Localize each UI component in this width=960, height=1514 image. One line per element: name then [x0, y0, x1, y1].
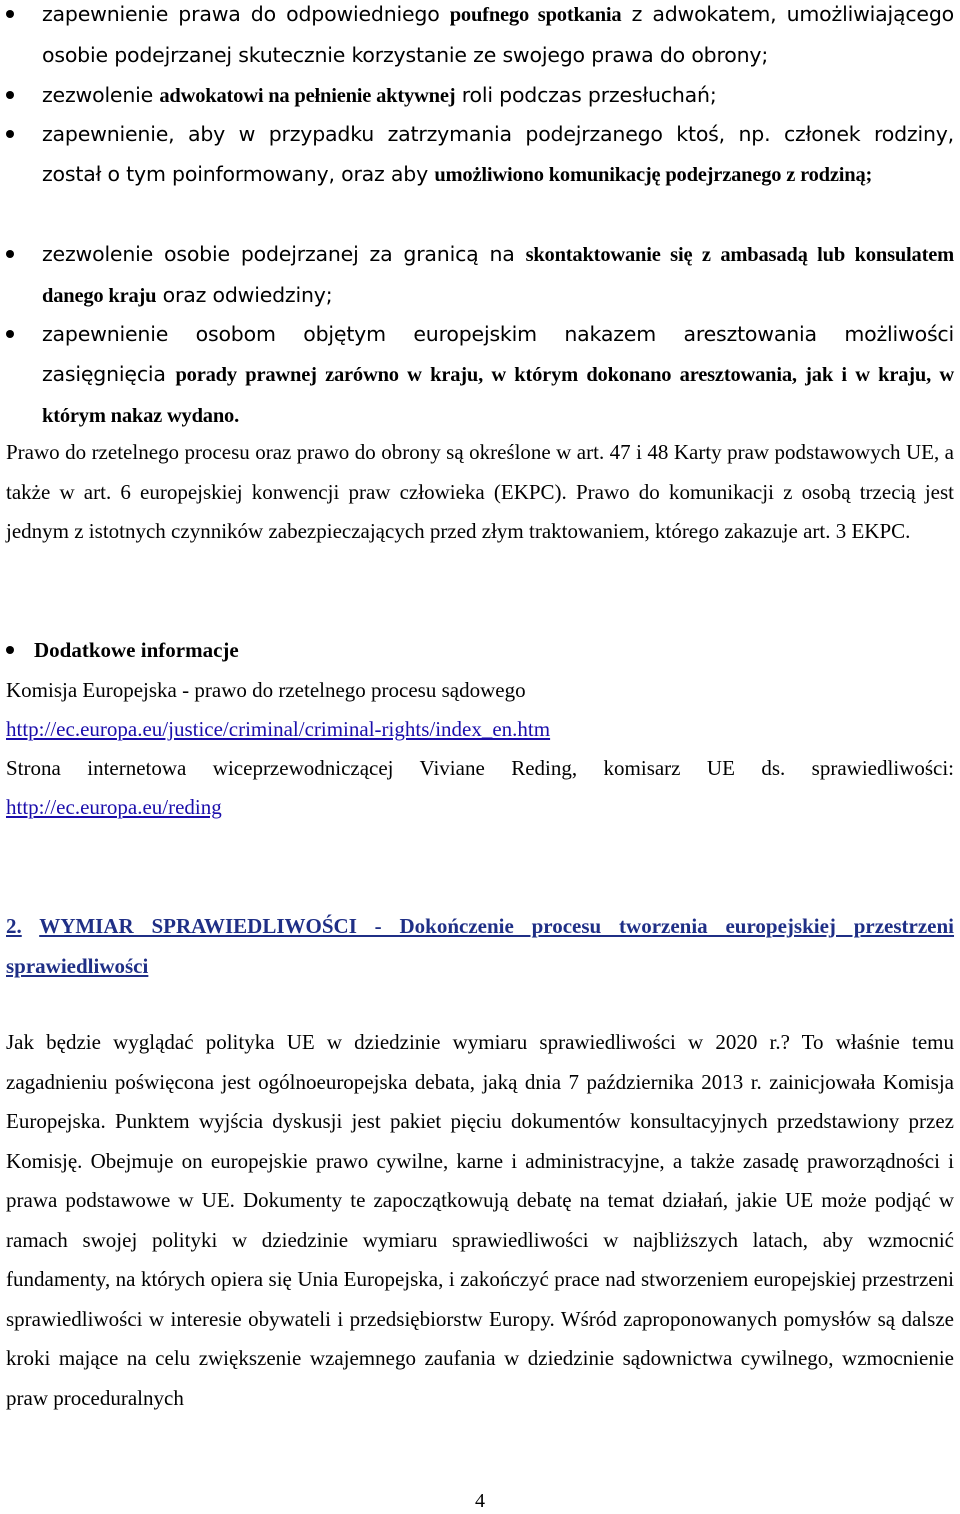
section-number: 2.	[6, 914, 22, 938]
list-item-text: zapewnienie osobom objętym europejskim nakazem aresztowania możliwości zasięgnięcia porady prawnej zarówno w kraju, w którym dokonano aresztowania, jak i w kraju, w którym nakaz wydano.	[42, 322, 954, 427]
list-item-text: zezwolenie adwokatowi na pełnienie aktywnej roli podczas przesłuchań;	[42, 83, 717, 107]
bullet-icon	[6, 130, 14, 138]
justice-paragraph: Jak będzie wyglądać polityka UE w dziedzinie wymiaru sprawiedliwości w 2020 r.? To właśnie temu zagadnieniu poświęcona jest ogólnoeuropejska debata, jaką dnia 7 października 2013 r. zainicjowała Komisja Europejska. Punktem wyjścia dyskusji jest pakiet pięciu dokumentów konsultacyjnych przedstawiony przez Komisję. Obejmuje on europejskie prawo cywilne, karne i administracyjne, a także zasadę praworządności i prawa podstawowe w UE. Dokumenty te zapoczątkowują debatę na temat działań, jakie UE może podjąć w ramach swojej polityki w dziedzinie wymiaru sprawiedliwości w najbliższych latach, aby wzmocnić fundamenty, na których opiera się Unia Europejska, i zakończyć prace nad stworzeniem europejskiej przestrzeni sprawiedliwości w interesie obywateli i przedsiębiorstw Europy. Wśród zaproponowanych pomysłów są dalsze kroki mające na celu zwiększenie wzajemnego zaufania w dziedzinie sądownictwa cywilnego, wzmocnienie praw proceduralnych	[6, 1030, 954, 1410]
reding-link[interactable]: http://ec.europa.eu/reding	[6, 795, 222, 819]
list-item	[0, 114, 960, 195]
section-title	[6, 906, 954, 986]
list-item	[0, 0, 960, 75]
bullet-icon	[6, 330, 14, 338]
list-item	[0, 75, 960, 116]
bullet-icon	[6, 250, 14, 258]
bullet-icon	[6, 646, 14, 654]
page-number: 4	[475, 1490, 485, 1512]
list-item	[0, 234, 960, 316]
list-item-text: zapewnienie prawa do odpowiedniego poufnego spotkania z adwokatem, umożliwiającego osobie podejrzanej skutecznie korzystanie ze swojego prawa do obrony;	[42, 2, 954, 67]
bullet-icon	[6, 91, 14, 99]
criminal-rights-link[interactable]: http://ec.europa.eu/justice/criminal/criminal-rights/index_en.htm	[6, 717, 551, 741]
list-item-text: zapewnienie, aby w przypadku zatrzymania podejrzanego ktoś, np. członek rodziny, został o tym poinformowany, oraz aby umożliwiono komunikację podejrzanego z rodziną;	[42, 122, 954, 186]
section-title-text: WYMIAR SPRAWIEDLIWOŚCI - Dokończenie procesu tworzenia europejskiej przestrzeni sprawiedliwości	[6, 914, 955, 978]
info-line: Strona internetowa wiceprzewodniczącej Viviane Reding, komisarz UE ds. sprawiedliwości:	[6, 756, 954, 780]
rights-paragraph: Prawo do rzetelnego procesu oraz prawo do obrony są określone w art. 47 i 48 Karty praw podstawowych UE, a także w art. 6 europejskiej konwencji praw człowieka (EKPC). Prawo do komunikacji z osobą trzecią jest jednym z istotnych czynników zabezpieczających przed złym traktowaniem, którego zakazuje art. 3 EKPC.	[6, 440, 954, 543]
additional-info-heading: Dodatkowe informacje	[34, 638, 239, 662]
bullet-icon	[6, 10, 14, 18]
list-item	[0, 314, 960, 436]
list-item-text: zezwolenie osobie podejrzanej za granicą na skontaktowanie się z ambasadą lub konsulatem danego kraju oraz odwiedziny;	[42, 242, 955, 307]
info-line: Komisja Europejska - prawo do rzetelnego procesu sądowego	[6, 678, 526, 702]
